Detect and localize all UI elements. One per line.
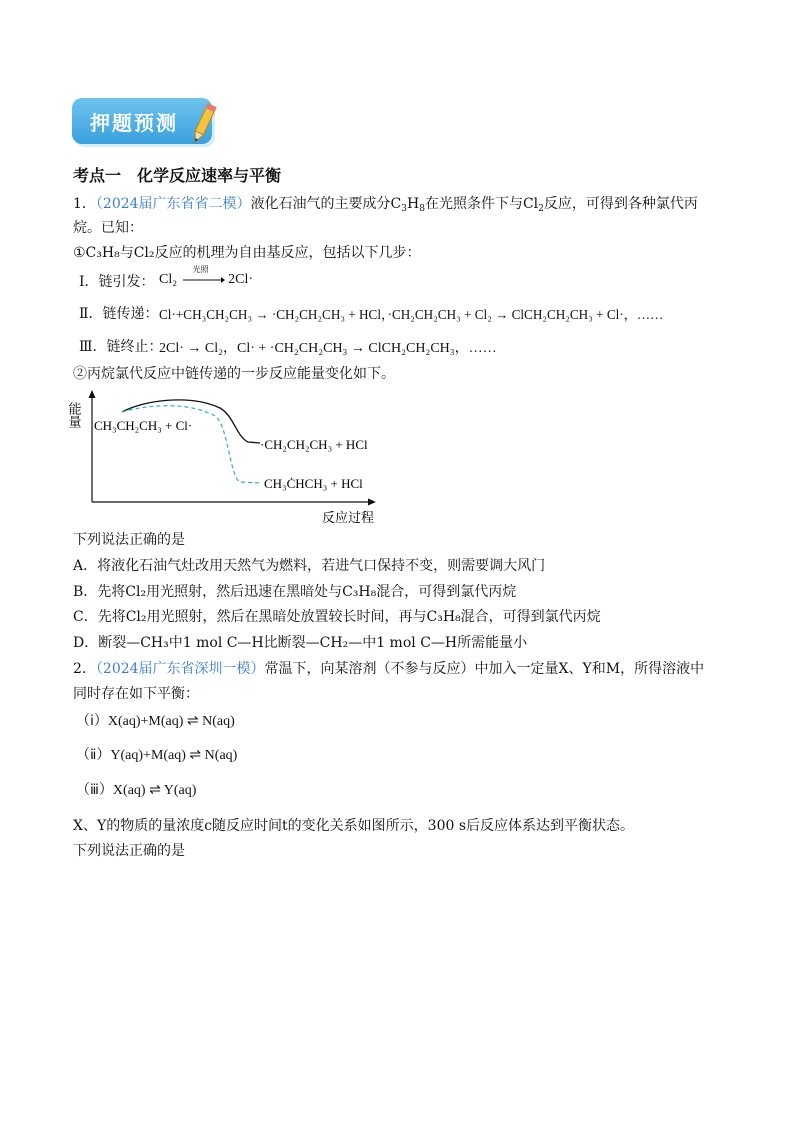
product2-label: CH₃ĊHCH₃ + HCl	[264, 476, 363, 491]
q1-step1-label: Ⅰ．链引发：	[79, 274, 155, 290]
q1-number: 1．	[73, 196, 96, 212]
y-axis-arrow	[89, 390, 96, 398]
eq2-body: Y(aq)+M(aq) ⇌ N(aq)	[110, 748, 238, 763]
q2-equation-3	[76, 779, 196, 799]
q2-prompt: 下列说法正确的是	[73, 843, 185, 859]
q1-stem-end: 反应，可得到各种氯代丙	[543, 196, 698, 212]
banner-label: 押题预测	[90, 111, 178, 135]
q2-equation-2	[76, 744, 237, 764]
reactant-label: CH₃CH₂CH₃ + Cl·	[94, 418, 193, 433]
q1-known1: ①C₃H₈与Cl₂反应的机理为自由基反应，包括以下几步：	[73, 245, 421, 261]
y-axis-label: 能量	[66, 402, 82, 428]
eq1-body: X(aq)+M(aq) ⇌ N(aq)	[107, 714, 235, 729]
q1-stem-line2: 烷。已知：	[73, 220, 143, 236]
step1-condition: 光照	[192, 264, 209, 274]
q1-sub2: 8	[419, 204, 425, 214]
pencil-icon	[190, 102, 218, 146]
step1-arrow	[181, 264, 225, 287]
product1-label: ·CH₂CH₂CH₃ + HCl	[260, 437, 368, 452]
q1-step1-eq	[159, 264, 253, 288]
q1-sub3: 2	[538, 204, 544, 214]
q1-source: （2024届广东省省二模）	[95, 196, 251, 212]
q1-sub1: 3	[401, 204, 408, 214]
energy-diagram	[66, 388, 390, 526]
q1-option-b[interactable]: B．先将Cl₂用光照射，然后迅速在黑暗处与C₃H₈混合，可得到氯代丙烷	[73, 584, 517, 600]
eq1-label: （ⅰ）	[76, 714, 108, 729]
q1-stem-a: 液化石油气的主要成分C	[250, 196, 402, 212]
x-axis-label: 反应过程	[322, 510, 375, 525]
q1-step2-label: Ⅱ．链传递：	[79, 306, 159, 322]
step1-reactant: Cl₂	[159, 272, 178, 287]
q2-equation-1	[76, 710, 235, 730]
eq2-label: （ⅱ）	[76, 748, 111, 763]
q1-step2-eq: Cl·+CH₃CH₂CH₃ → ·CH₂CH₂CH₃ + HCl，·CH₂CH₂CH₃ + Cl₂ → ClCH₂CH₂CH₃ + Cl·，……	[159, 307, 664, 322]
q1-stem-line1	[73, 194, 698, 214]
q1-option-a[interactable]: A．将液化石油气灶改用天然气为燃料，若进气口保持不变，则需要调大风门	[73, 558, 546, 574]
step1-product: 2Cl·	[228, 272, 253, 287]
section-title: 考点一 化学反应速率与平衡	[73, 166, 282, 185]
q1-stem-mid: H	[407, 196, 420, 212]
q1-known2: ②丙烷氯代反应中链传递的一步反应能量变化如下。	[73, 366, 395, 382]
q1-option-c[interactable]: C．先将Cl₂用光照射，然后在黑暗处放置较长时间，再与C₃H₈混合，可得到氯代丙烷	[73, 609, 601, 625]
q1-option-d[interactable]: D．断裂—CH₃中1 mol C—H比断裂—CH₂—中1 mol C—H所需能量小	[73, 635, 528, 651]
q1-stem-tail: 在光照条件下与Cl	[424, 196, 539, 212]
q2-stem-a: 常温下，向某溶剂（不参与反应）中加入一定量X、Y和M，所得溶液中	[264, 661, 705, 677]
eq3-body: X(aq) ⇌ Y(aq)	[112, 783, 197, 798]
q1-step3-eq: 2Cl· → Cl₂，Cl· + ·CH₂CH₂CH₃ → ClCH₂CH₂CH₃，……	[159, 341, 497, 356]
section-banner	[72, 98, 220, 148]
q1-step3-label: Ⅲ．链终止：	[79, 339, 163, 355]
q2-number: 2．	[73, 661, 96, 677]
q2-stem-line1	[73, 659, 704, 679]
q2-description: X、Y的物质的量浓度c随反应时间t的变化关系如图所示，300 s后反应体系达到平衡状态。	[73, 818, 635, 834]
q2-source: （2024届广东省深圳一模）	[95, 661, 265, 677]
q1-prompt: 下列说法正确的是	[73, 532, 185, 548]
q2-stem-line2: 同时存在如下平衡：	[73, 686, 199, 702]
x-axis-arrow	[368, 499, 376, 506]
arrow-icon	[181, 273, 225, 287]
eq3-label: （ⅲ）	[76, 783, 113, 798]
